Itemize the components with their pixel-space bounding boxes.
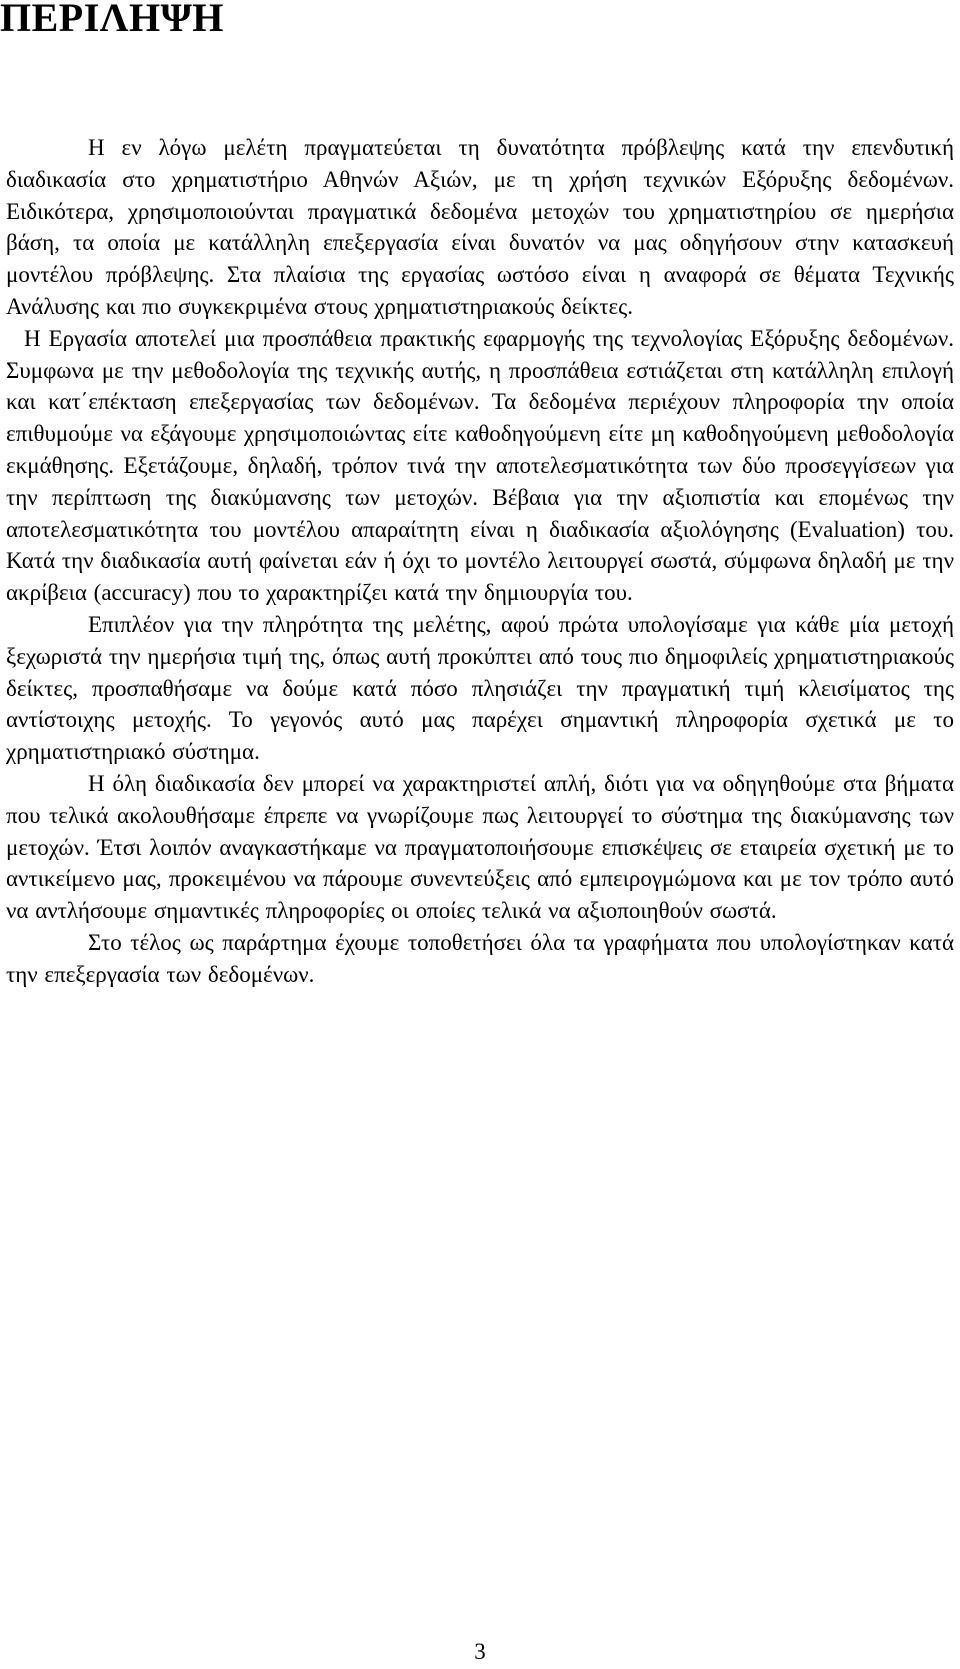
paragraph-indicators: Επιπλέον για την πληρότητα της μελέτης, αφού πρώτα υπολογίσαμε για κάθε μία μετοχή ξεχωριστά την ημερήσια τιμή της, όπως αυτή προκύπτει από τους πιο δημοφιλείς χρηματιστηριακούς δείκτες, προσπαθήσαμε να δούμε κατά πόσο πλησιάζει την πραγματική τιμή κλεισίματος της αντίστοιχης μετοχής. Το γεγονός αυτό μας παρέχει σημαντική πληροφορία σχετικά με το χρηματιστηριακό σύστημα. [6, 611, 954, 765]
paragraph-appendix: Στο τέλος ως παράρτημα έχουμε τοποθετήσει όλα τα γραφήματα που υπολογίστηκαν κατά την επεξεργασία των δεδομένων. [6, 929, 954, 987]
paragraph-process: Η όλη διαδικασία δεν μπορεί να χαρακτηριστεί απλή, διότι για να οδηγηθούμε στα βήματα που τελικά ακολουθήσαμε έπρεπε να γνωρίζουμε πως λειτουργεί το σύστημα της διακύμανσης των μετοχών. Έτσι λοιπόν αναγκαστήκαμε να πραγματοποιήσουμε επισκέψεις σε εταιρεία σχετική με το αντικείμενο μας, προκειμένου να πάρουμε συνεντεύξεις από εμπειρογμώμονα και με τον τρόπο αυτό να αντλήσουμε σημαντικές πληροφορίες οι οποίες τελικά να αξιοποιηθούν σωστά. [6, 770, 954, 924]
page-number: 3 [474, 1639, 486, 1664]
abstract-body [6, 132, 954, 991]
paragraph-methodology: Η Εργασία αποτελεί μια προσπάθεια πρακτικής εφαρμογής της τεχνολογίας Εξόρυξης δεδομένων. Συμφωνα με την μεθοδολογία της τεχνικής αυτής, η προσπάθεια εστιάζεται στη κατάλληλη επιλογή και κατ΄επέκταση επεξεργασίας των δεδομένων. Τα δεδομένα περιέχουν πληροφορία την οποία επιθυμούμε να εξάγουμε χρησιμοποιώντας είτε καθοδηγούμενη είτε μη καθοδηγούμενη μεθοδολογία εκμάθησης. Εξετάζουμε, δηλαδή, τρόπον τινά την αποτελεσματικότητα των δύο προσεγγίσεων για την περίπτωση της διακύμανσης των μετοχών. Βέβαια για την αξιοπιστία και επομένως την αποτελεσματικότητα του μοντέλου απαραίτητη είναι η διαδικασία αξιολόγησης (Evaluation) του. Κατά την διαδικασία αυτή φαίνεται εάν ή όχι το μοντέλο λειτουργεί σωστά, σύμφωνα δηλαδή με την ακρίβεια (accuracy) που το χαρακτηρίζει κατά την δημιουργία του. [6, 325, 954, 606]
paragraph-intro: Η εν λόγω μελέτη πραγματεύεται τη δυνατότητα πρόβλεψης κατά την επενδυτική διαδικασία στο χρηματιστήριο Αθηνών Αξιών, με τη χρήση τεχνικών Εξόρυξης δεδομένων. Ειδικότερα, χρησιμοποιούνται πραγματικά δεδομένα μετοχών του χρηματιστηρίου σε ημερήσια βάση, τα οποία με κατάλληλη επεξεργασία είναι δυνατόν να μας οδηγήσουν στην κατασκευή μοντέλου πρόβλεψης. Στα πλαίσια της εργασίας ωστόσο είναι η αναφορά σε θέματα Τεχνικής Ανάλυσης και πιο συγκεκριμένα στους χρηματιστηριακούς δείκτες. [6, 135, 954, 319]
page-title: ΠΕΡΙΛΗΨΗ [0, 0, 224, 40]
